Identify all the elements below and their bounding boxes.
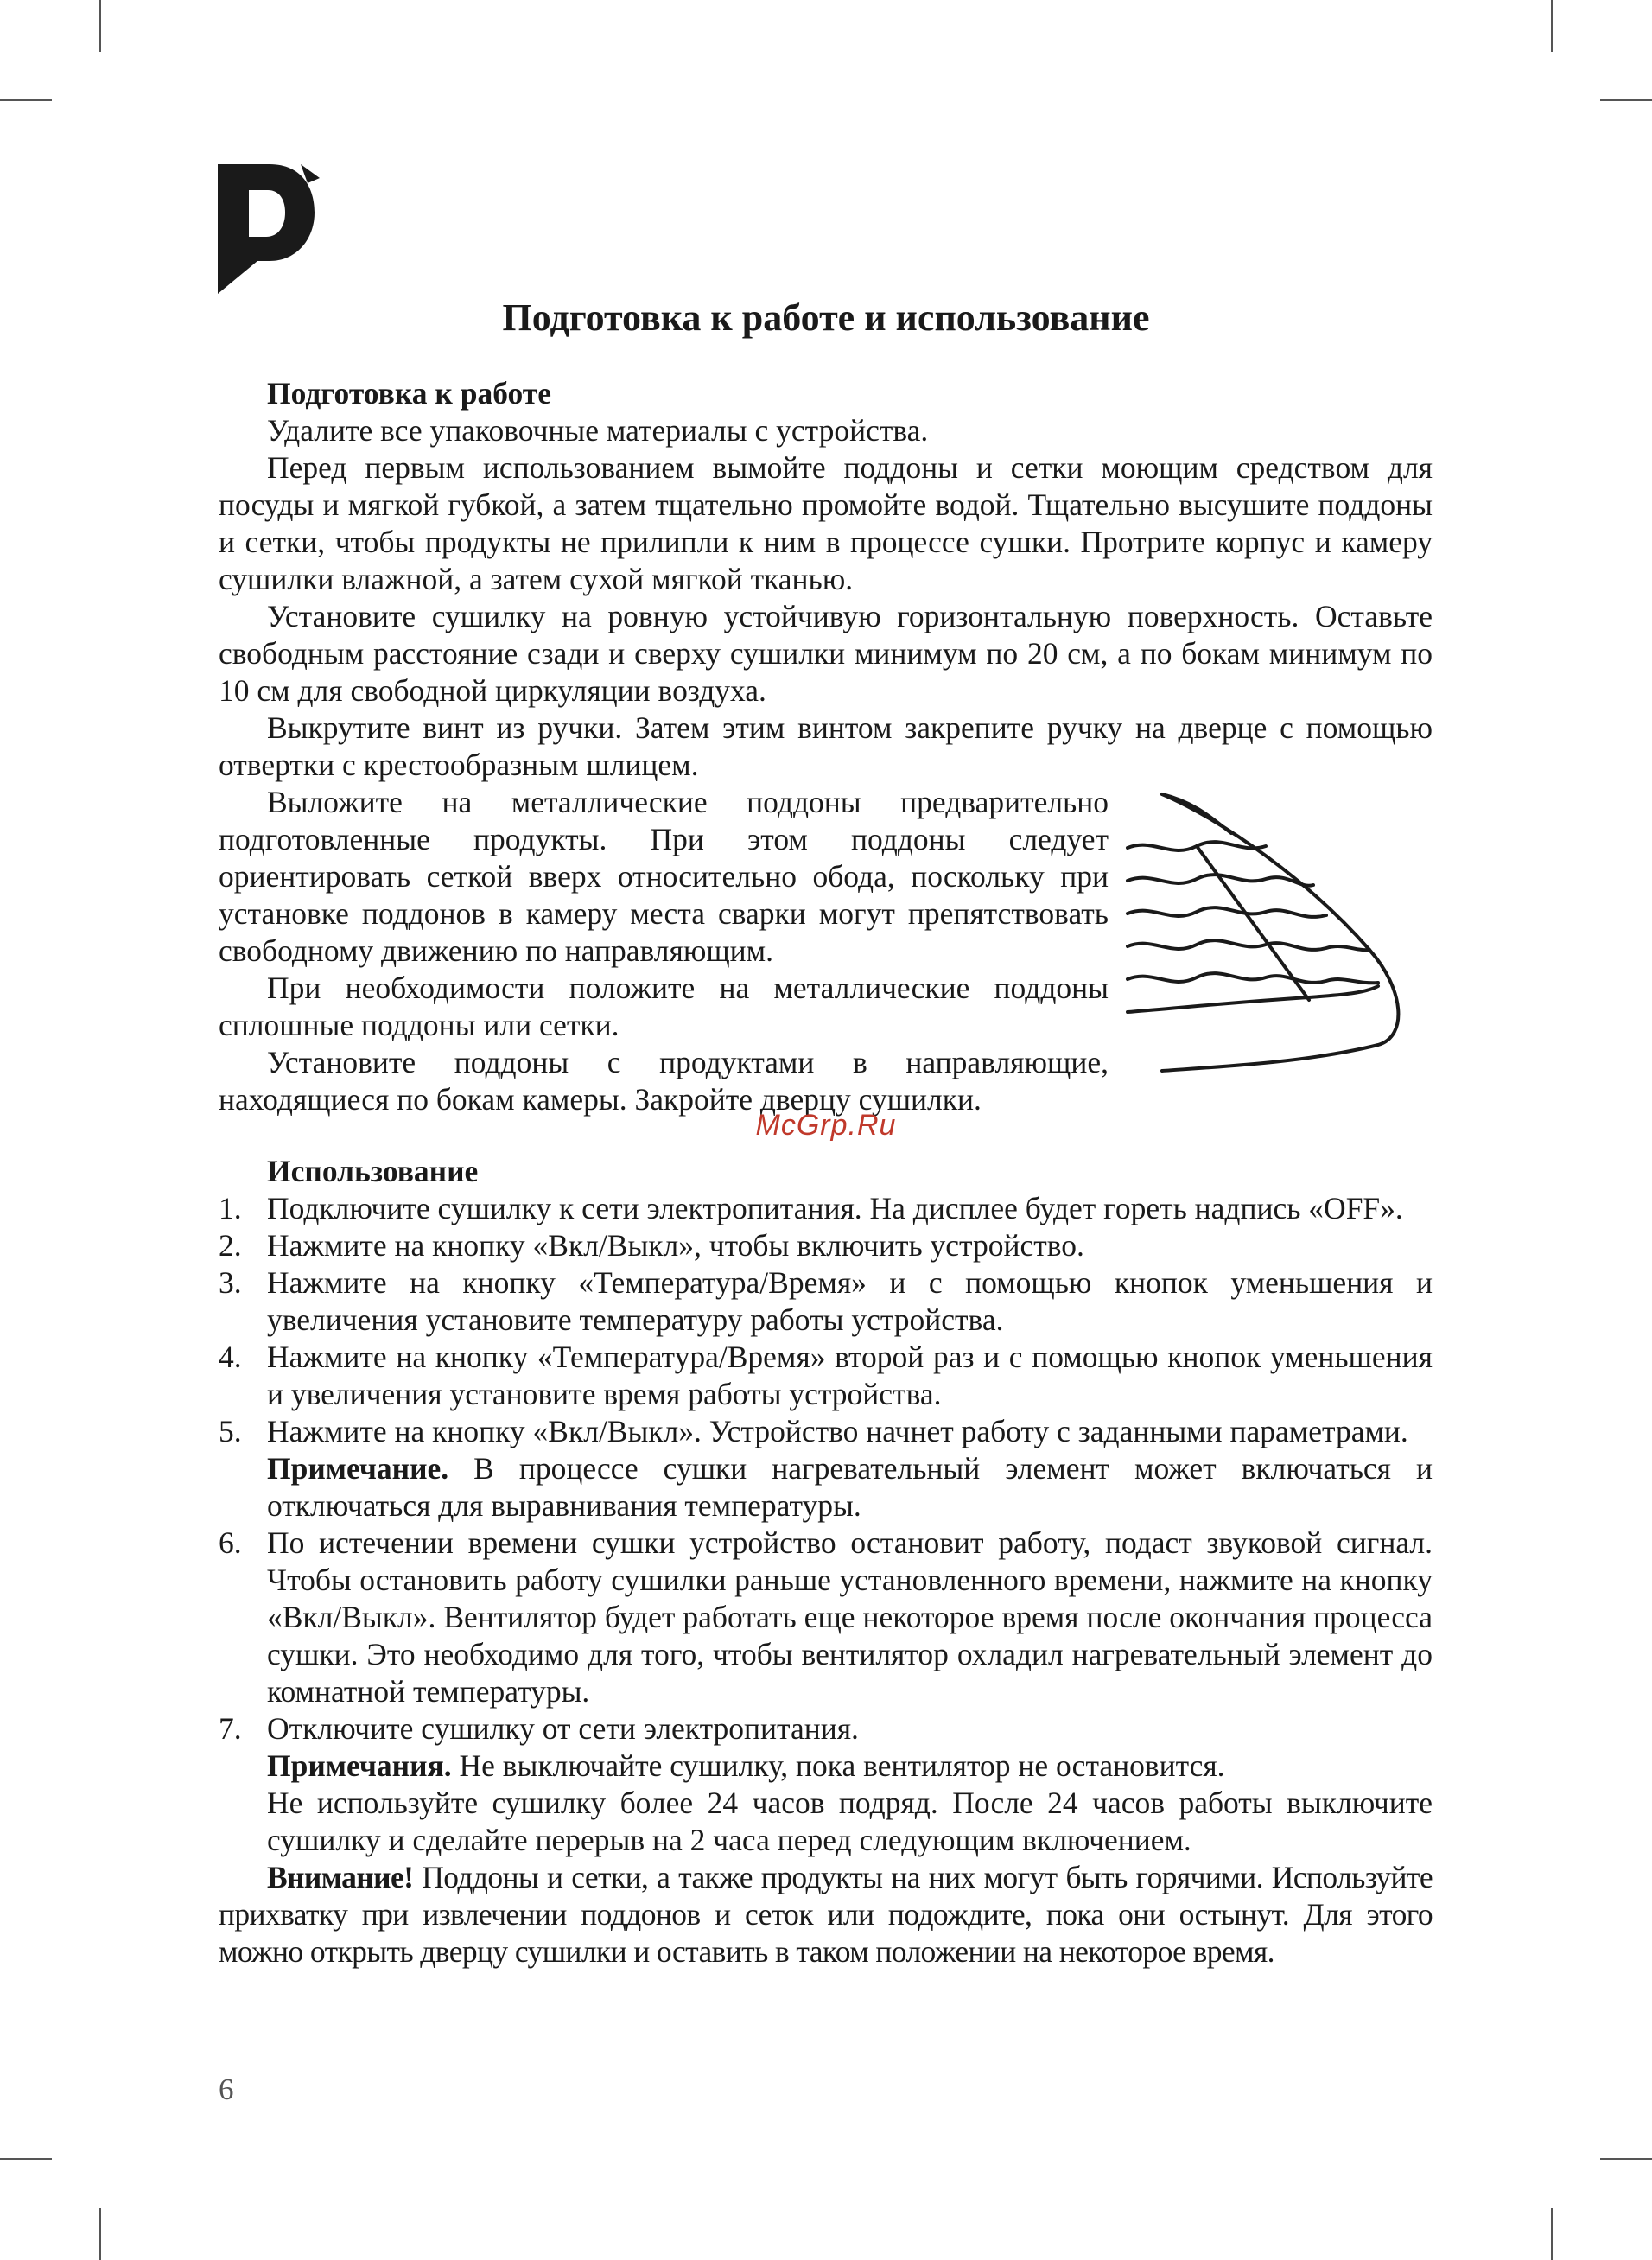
note-text: В процессе сушки нагревательный элемент может включаться и отключаться для выравнивания температуры. [267, 1451, 1433, 1523]
list-text: Нажмите на кнопку «Температура/Время» и с помощью кнопок уменьшения и увеличения установите температуру работы устройства. [267, 1265, 1433, 1337]
crop-mark [0, 2158, 52, 2160]
list-text: Нажмите на кнопку «Температура/Время» второй раз и с помощью кнопок уменьшения и увеличения установите время работы устройства. [267, 1340, 1433, 1411]
tray-mesh-illustration [1119, 786, 1430, 1079]
paragraph: Выкрутите винт из ручки. Затем этим винтом закрепите ручку на дверце с помощью отвертки с крестообразным шлицем. [219, 710, 1433, 782]
figure-block [219, 784, 1433, 1118]
list-number: 4. [219, 1340, 242, 1374]
list-item [219, 1710, 1433, 1748]
warning-text: Поддоны и сетки, а также продукты на них могут быть горячими. Используйте прихватку при извлечении поддонов и сеток или подождите, пока они остынут. Для этого можно открыть дверцу сушилки и оставить в таком положении на некоторое время. [219, 1860, 1433, 1969]
list-number: 6. [219, 1525, 242, 1560]
list-item [219, 1264, 1433, 1339]
crop-mark [1551, 2208, 1553, 2260]
section-heading-preparation: Подготовка к работе [267, 376, 551, 411]
list-text: Нажмите на кнопку «Вкл/Выкл». Устройство начнет работу с заданными параметрами. [267, 1414, 1408, 1448]
section-heading-usage: Использование [267, 1154, 479, 1188]
crop-mark [1551, 0, 1553, 52]
warning-label: Внимание! [267, 1860, 414, 1894]
brand-logo-icon [218, 164, 320, 294]
page-title: Подготовка к работе и использование [502, 296, 1150, 339]
steps-list [219, 1525, 1433, 1748]
note-text: Не выключайте сушилку, пока вентилятор не остановится. [451, 1748, 1225, 1783]
paragraph: Выложите на металлические поддоны предварительно подготовленные продукты. При этом поддоны следует ориентировать сеткой вверх относительно обода, поскольку при установке поддонов в камеру места сварки могут препятствовать свободному движению по направляющим. [219, 785, 1109, 968]
list-text: Отключите сушилку от сети электропитания. [267, 1711, 859, 1746]
list-number: 5. [219, 1414, 242, 1448]
list-item [219, 1339, 1433, 1413]
list-text: По истечении времени сушки устройство остановит работу, подаст звуковой сигнал. Чтобы остановить работу сушилки раньше установленного времени, нажмите на кнопку «Вкл/Выкл». Вентилятор будет работать еще некоторое время после окончания процесса сушки. Это необходимо для того, чтобы вентилятор охладил нагревательный элемент до комнатной температуры. [267, 1525, 1433, 1709]
list-number: 7. [219, 1711, 242, 1746]
steps-list [219, 1190, 1433, 1450]
crop-mark [99, 2208, 101, 2260]
list-number: 2. [219, 1228, 242, 1263]
paragraph: Установите поддоны с продуктами в направляющие, находящиеся по бокам камеры. Закройте дверцу сушилки. [219, 1045, 1109, 1117]
document-body [219, 375, 1433, 1970]
list-item [219, 1190, 1433, 1227]
crop-mark [1600, 99, 1652, 101]
note [219, 1748, 1433, 1785]
paragraph: При необходимости положите на металлические поддоны сплошные поддоны или сетки. [219, 971, 1109, 1042]
crop-mark [1600, 2158, 1652, 2160]
page-number: 6 [219, 2072, 234, 2106]
list-number: 1. [219, 1191, 242, 1225]
list-text: Подключите сушилку к сети электропитания. На дисплее будет гореть надпись «OFF». [267, 1191, 1403, 1225]
paragraph: Перед первым использованием вымойте поддоны и сетки моющим средством для посуды и мягкой губкой, а затем тщательно промойте водой. Тщательно высушите поддоны и сетки, чтобы продукты не прилипли к ним в процессе сушки. Протрите корпус и камеру сушилки влажной, а затем сухой мягкой тканью. [219, 450, 1433, 596]
watermark: McGrp.Ru [755, 1109, 897, 1142]
paragraph: Установите сушилку на ровную устойчивую горизонтальную поверхность. Оставьте свободным расстояние сзади и сверху сушилки минимум по 20 см, а по бокам минимум по 10 см для свободной циркуляции воздуха. [219, 599, 1433, 708]
list-text: Нажмите на кнопку «Вкл/Выкл», чтобы включить устройство. [267, 1228, 1084, 1263]
paragraph: Удалите все упаковочные материалы с устройства. [267, 413, 929, 448]
crop-mark [0, 99, 52, 101]
list-item [219, 1525, 1433, 1710]
note: Не используйте сушилку более 24 часов подряд. После 24 часов работы выключите сушилку и сделайте перерыв на 2 часа перед следующим включением. [267, 1786, 1433, 1857]
list-number: 3. [219, 1265, 242, 1300]
note [219, 1450, 1433, 1525]
note-label: Примечания. [267, 1748, 452, 1783]
crop-mark [99, 0, 101, 52]
note-label: Примечание. [267, 1451, 449, 1486]
list-item [219, 1413, 1433, 1450]
figure-text [219, 784, 1109, 1118]
warning [219, 1859, 1433, 1970]
list-item [219, 1227, 1433, 1264]
